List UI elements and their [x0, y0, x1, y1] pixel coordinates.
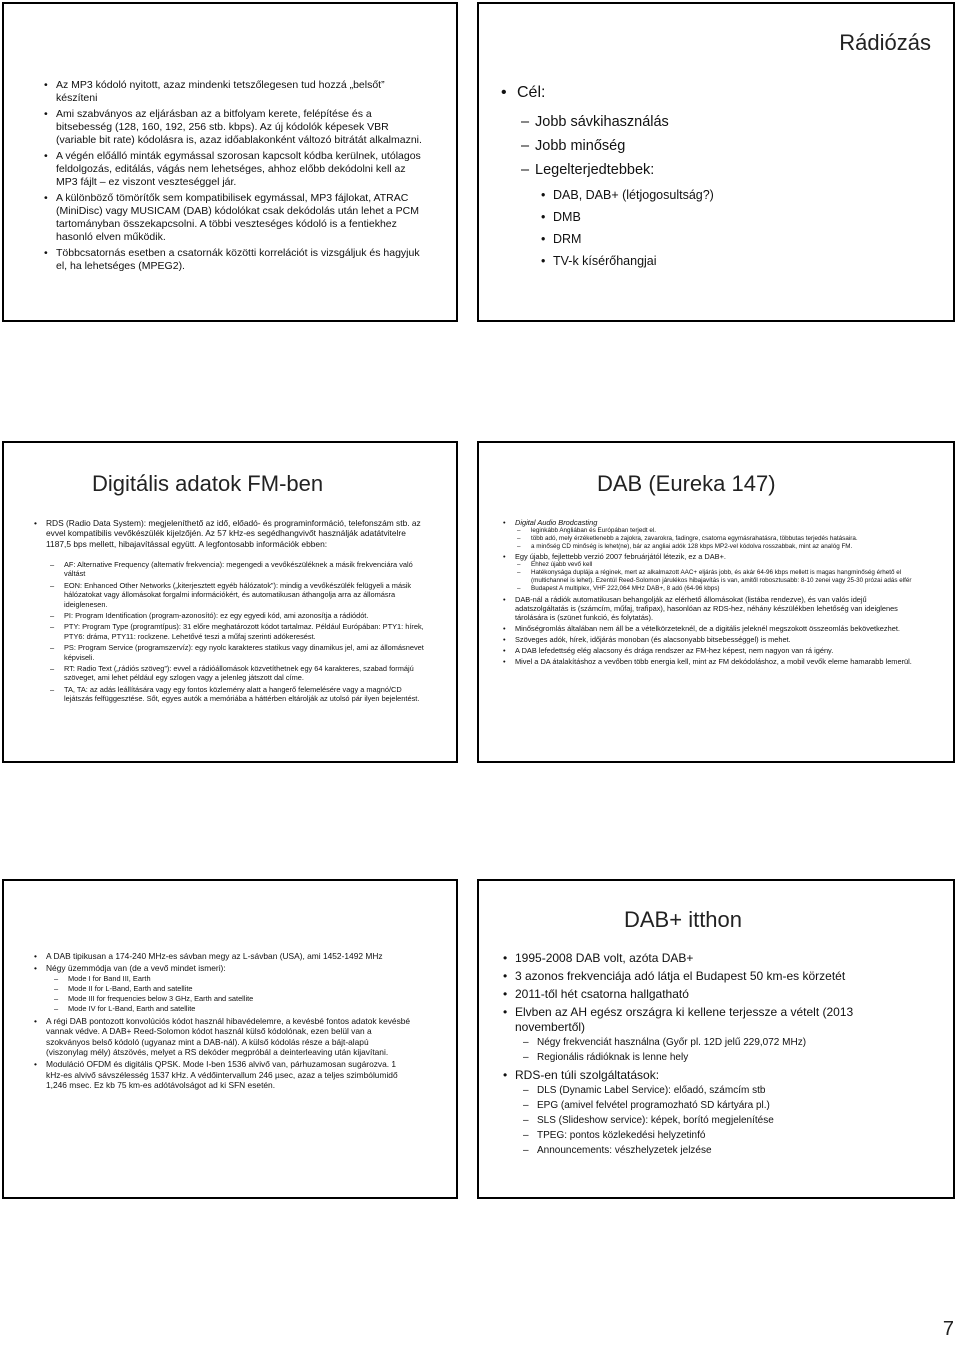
bullet: • DAB-nál a rádiók automatikusan behangolják az elérhető állomásokat (listába rendezve), és van valós idejű adatszolgáltatás is (számcím, műfaj, trafipax), hasonlóan az RDS-hez, néhány készülékben lehetőség van ideiglenes tárolására is (szünet funkció, és folytatás). — [501, 595, 921, 622]
mode-item: – Mode II for L-Band, Earth and satellite — [52, 984, 412, 994]
bullet-text: Egy újabb, fejlettebb verzió 2007 februárjától létezik, ez a DAB+. — [515, 552, 726, 562]
sub-list — [515, 561, 921, 592]
bullet: • 2011-től hét csatorna hallgatható — [501, 987, 911, 1002]
rds-item: – PS: Program Service (programszervíz): egy nyolc karakteres statikus vagy dinamikus jel, ami az állomásnevet képviseli. — [48, 643, 424, 662]
goal-bullet: • Cél: — [501, 84, 546, 101]
bullet-text: RDS-en túli szolgáltatások: — [515, 1068, 660, 1082]
rds-items — [48, 560, 424, 704]
rds-item: – TA, TA: az adás leállítására vagy egy fontos közlemény alatt a hangerő felemelésére vagy a magnó/CD lejátszás felfüggesztése. Sőt, egyes autók a memóriába a háttérben eltárolják az utolsó pár ilyen bejelentést. — [48, 685, 424, 704]
bullet-list — [32, 518, 424, 549]
bullet: • Szöveges adók, hírek, időjárás monoban (és alacsonyabb bitsebességgel) is mehet. — [501, 635, 921, 644]
sub-item: – Hatékonysága duplája a réginek, mert az alkalmazott AAC+ eljárás jobb, és akár 64-96 kbps mellett is magas hangminőség érhető el (multichannel is lehet). Ezentúl Reed-Solomon járulékos hibajavítás is van, amitől robosztusabb: 8-10 zenei vagy 25-30 prózai adás elfér — [515, 569, 921, 585]
rds-item: – PI: Program Identification (program-azonosító): ez egy egyedi kód, ami azonosítja a rádiódót. — [48, 611, 424, 620]
slide-dab-itthon — [477, 879, 955, 1199]
sub-item: – Négy frekvenciát használna (Győr pl. 12D jelű 229,072 MHz) — [521, 1035, 911, 1050]
bullet: • Moduláció OFDM és digitális QPSK. Mode I-ben 1536 alvivő van, párhuzamosan sugározva. 1 kHz-es alvivő sávszélesség 1537 kHz. A védőintervallum 246 µsec, azaz a teljes szimbólumidő 1,246 msec. Ez kb 75 km-es adótávolságot ad ki SFN esetén. — [32, 1059, 412, 1090]
sub-item: – Budapest A multiplex, VHF 222,064 MHz DAB+, 8 adó (64-96 kbps) — [515, 585, 921, 593]
slide-dab — [477, 441, 955, 763]
mode-item: – Mode IV for L-Band, Earth and satellite — [52, 1004, 412, 1014]
bullet: • A DAB lefedettség elég alacsony és drága rendszer az FM-hez képest, nem nagyon van rá igény. — [501, 646, 921, 655]
subsub-item: • DAB, DAB+ (létjogosultság?) — [539, 184, 714, 206]
bullet-text: Négy üzemmódja van (de a vevő mindet ismeri): — [46, 963, 226, 974]
slide-title: Rádiózás — [839, 30, 931, 55]
bullet — [501, 1068, 911, 1158]
subsub-item: • DMB — [539, 206, 714, 228]
bullet-list — [32, 951, 412, 1091]
sub-list — [519, 110, 669, 182]
bullet — [501, 1005, 911, 1065]
mode-item: – Mode I for Band III, Earth — [52, 974, 412, 984]
slide-dab-tech — [2, 879, 458, 1199]
mode-list — [52, 974, 412, 1014]
slide-mp3 — [2, 2, 458, 322]
rds-item: – RT: Radio Text („rádiós szöveg”): evvel a rádióállomások közvetíthetnek egy 64 karakteres, szabad formájú szöveget, ami lehet például egy szlogen vagy a jelenleg játszott dal címe. — [48, 664, 424, 683]
sub-item: – Ehhez újabb vevő kell — [515, 561, 921, 569]
bullet: • 3 azonos frekvenciája adó látja el Budapest 50 km-es körzetét — [501, 969, 911, 984]
bullet — [501, 552, 921, 592]
bullet: • RDS (Radio Data System): megjeleníthető az idő, előadó- és programinformáció, telefonszám stb. az evvel kompatibilis vevőkészülék kijelzőjén. Az 57 kHz-es segédhangvivőt használják adatátvitelre 1187,5 bps mellett, hibajavítással együtt. A legfontosabb információk ebben: — [32, 518, 424, 549]
sub-item: – EPG (amivel felvétel programozható SD kártyára pl.) — [521, 1098, 911, 1113]
mode-item: – Mode III for frequencies below 3 GHz, Earth and satellite — [52, 994, 412, 1004]
subsub-item: • DRM — [539, 228, 714, 250]
slide-title: DAB (Eureka 147) — [597, 471, 776, 496]
bullet-list — [42, 79, 422, 273]
sub-item: – a minőség CD minőség is lehet(ne), bár az angliai adók 128 kbps MP2-vel kódolva rosszabbak, mint az analóg FM. — [515, 543, 921, 551]
slide-title: DAB+ itthon — [624, 907, 743, 932]
sub-item: – SLS (Slideshow service): képek, borító megjelenítése — [521, 1113, 911, 1128]
sub-item: – Jobb minőség — [519, 134, 669, 158]
bullet: • Ami szabványos az eljárásban az a bitfolyam kerete, felépítése és a bitsebesség (128, 160, 192, 256 stb. kbps). Az új kódolók képesek VBR (variable bit rate) kódolásra is, azaz időablakonként változó bitrátát alkalmazni. — [42, 108, 422, 147]
bullet: • A régi DAB pontozott konvolúciós kódot használ hibavédelemre, a kevésbé fontos adatok kevésbé vannak védve. A DAB+ Reed-Solomon kódot használ külső kódolónak, ezen belül van a szokványos belső kódoló (ugyanaz mint a DAB-nál). A külső kódolás része a bájt-alapú (viszonylag mély) átszövés, melyet a RS dekóder megpróbál a deinterleaving után kijavítani. — [32, 1016, 412, 1058]
sub-item: – Regionális rádióknak is lenne hely — [521, 1050, 911, 1065]
sub-list — [515, 527, 921, 550]
subsub-item: • TV-k kísérőhangjai — [539, 250, 714, 272]
sub-item: – Announcements: vészhelyzetek jelzése — [521, 1143, 911, 1158]
bullet: • Az MP3 kódoló nyitott, azaz mindenki tetszőlegesen tud hozzá „belsőt” készíteni — [42, 79, 422, 105]
bullet: • Többcsatornás esetben a csatornák közötti korrelációt is vizsgáljuk és hagyjuk el, ha lehetséges (MPEG2). — [42, 247, 422, 273]
sub-item: – TPEG: pontos közlekedési helyzetinfó — [521, 1128, 911, 1143]
bullet-list — [501, 518, 921, 666]
page-number: 7 — [942, 1318, 954, 1340]
goal-label: Cél: — [517, 84, 546, 101]
sub-item: – leginkább Angliában és Európában terjedt el. — [515, 527, 921, 535]
bullet — [32, 963, 412, 1013]
slide-radiozas — [477, 2, 955, 322]
bullet-text: Digital Audio Brodcasting — [515, 518, 598, 527]
bullet: • A DAB tipikusan a 174-240 MHz-es sávban megy az L-sávban (USA), ami 1452-1492 MHz — [32, 951, 412, 961]
rds-item: – PTY: Program Type (programtípus): 31 előre meghatározott kódot tartalmaz. Például Európában: PTY1: hírek, PTY6: dráma, PTY11: rockzene. Lehetővé teszi a műfaj szerinti adókeresést. — [48, 622, 424, 641]
sub-item: – DLS (Dynamic Label Service): előadó, számcím stb — [521, 1083, 911, 1098]
sub-item: – Legelterjedtebbek: — [519, 158, 669, 182]
bullet-text: Elvben az AH egész országra ki kellene terjesszе a vételt (2013 novembertől) — [515, 1005, 854, 1034]
sub-item: – több adó, mely érzéketlenebb a zajokra, zavarokra, fadingre, csatorna egymásrahatásra, többutas terjedés hatásaira. — [515, 535, 921, 543]
bullet: • A végén előálló minták egymással szorosan kapcsolt kódba kerülnek, utólagos feldolgozás, editálás, vágás nem lehetséges, ahhoz előbb dekódolni kell az MP3 fájlt – ez viszont veszteséggel jár. — [42, 150, 422, 189]
sub-item: – Jobb sávkihasználás — [519, 110, 669, 134]
bullet: • Mivel a DA átalakításhoz a vevőben több energia kell, mint az FM dekódoláshoz, a mobil vevők eleme hamarabb lemerül. — [501, 657, 921, 666]
sub-list — [521, 1083, 911, 1158]
bullet-list — [501, 951, 911, 1158]
bullet — [501, 518, 921, 550]
rds-item: – AF: Alternative Frequency (alternatív frekvencia): megengedi a vevőkészüléknek a másik frekvenciára való váltást — [48, 560, 424, 579]
slide-fm-data — [2, 441, 458, 763]
bullet: • 1995-2008 DAB volt, azóta DAB+ — [501, 951, 911, 966]
bullet: • Minőségromlás általában nem áll be a vételkörzeteknél, de a digitális jeleknél megszokott összeomlás bekövetkezhet. — [501, 624, 921, 633]
slide-title: Digitális adatok FM-ben — [92, 471, 324, 496]
subsub-list — [539, 184, 714, 272]
rds-item: – EON: Enhanced Other Networks („kiterjesztett egyéb hálózatok”): mindig a vevőkészülék felügyeli a másik hálózatokat vagy állomásokat forgalmi információkért, és automatikusan áthangolja arra az állomásra ideiglenesen. — [48, 581, 424, 609]
bullet: • A különböző tömörítők sem kompatibilisek egymással, MP3 fájlokat, ATRAC (MiniDisc) vagy MUSICAM (DAB) kódolókat csak dekódolás után lehet a PCM tartományban összekapcsolni. A többi veszteséges kódoló is a fentiekhez hasonló elven működik. — [42, 192, 422, 244]
sub-list — [521, 1035, 911, 1065]
